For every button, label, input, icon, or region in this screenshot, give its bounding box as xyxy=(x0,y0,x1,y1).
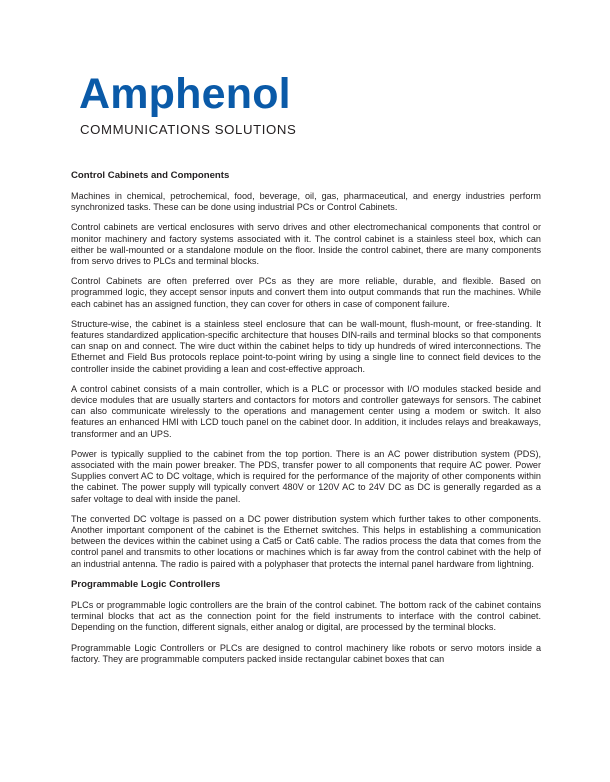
company-logo xyxy=(79,70,319,138)
paragraph: Power is typically supplied to the cabinet from the top portion. There is an AC power distribution system (PDS), associated with the main power breaker. The PDS, transfer power to all components that require AC power. Power Supplies convert AC to DC voltage, which is required for the performance of the majority of other components within the cabinet. The power supply will typically convert 480V or 120V AC to 24V DC as DC is generally regarded as a safer voltage to deal with inside the panel. xyxy=(71,448,541,504)
paragraph: Programmable Logic Controllers or PLCs are designed to control machinery like robots or servo motors inside a factory. They are programmable computers packed inside rectangular cabinet boxes that can xyxy=(71,642,541,664)
paragraph: Control Cabinets are often preferred over PCs as they are more reliable, durable, and flexible. Based on programmed logic, they accept sensor inputs and convert them into output commands that run the machines. While each cabinet has an assigned function, they can cover for others in case of component failure. xyxy=(71,276,541,309)
paragraph: PLCs or programmable logic controllers are the brain of the control cabinet. The bottom rack of the cabinet contains terminal blocks that act as the connection point for the field instruments to interface with the control cabinet. Depending on the function, different signals, either analog or digital, are processed by the terminal blocks. xyxy=(71,599,541,633)
paragraph: Structure-wise, the cabinet is a stainless steel enclosure that can be wall-mount, flush-mount, or free-standing. It features standardized application-specific architecture that houses DIN-rails and terminal blocks so that components can snap on and connect. The wire duct within the cabinet helps to tidy up hundreds of wired interconnections. The Ethernet and Field Bus protocols replace point-to-point wiring by using a single line to connect field devices to the controller inside the cabinet providing a lean and cost-effective approach. xyxy=(71,318,541,374)
paragraph: Machines in chemical, petrochemical, food, beverage, oil, gas, pharmaceutical, and energy industries perform synchronized tasks. These can be done using industrial PCs or Control Cabinets. xyxy=(71,191,541,213)
document-body xyxy=(71,170,541,674)
paragraph: Control cabinets are vertical enclosures with servo drives and other electromechanical components that control or monitor machinery and factory systems associated with it. The control cabinet is a stainless steel box, which can either be wall-mounted or a standalone module on the floor. Inside the control cabinet, there are many components from servo drives to PLCs and terminal blocks. xyxy=(71,222,541,267)
logo-subtitle: COMMUNICATIONS SOLUTIONS xyxy=(80,122,297,137)
section-heading-control-cabinets: Control Cabinets and Components xyxy=(71,170,230,181)
paragraph: A control cabinet consists of a main controller, which is a PLC or processor with I/O modules stacked beside and device modules that are usually starters and contactors for motors and controller gateways for sensors. The cabinet can also communicate wirelessly to the operations and management center using a modem or switch. It also features an enhanced HMI with LCD touch panel on the cabinet door. In addition, it includes relays and breakaways, transformer and an UPS. xyxy=(71,383,541,439)
paragraph: The converted DC voltage is passed on a DC power distribution system which further takes to other components. Another important component of the cabinet is the Ethernet switches. This helps in establishing a communication between the devices within the cabinet using a Cat5 or Cat6 cable. The radios process the data that comes from the control panel and transmits to other locations or machines which is far away from the control cabinet with the help of an industrial antenna. The radio is paired with a polyphaser that protects the internal panel hardware from lightning. xyxy=(71,513,541,569)
section-heading-plc: Programmable Logic Controllers xyxy=(71,578,221,590)
logo-wordmark: Amphenol xyxy=(79,70,291,118)
